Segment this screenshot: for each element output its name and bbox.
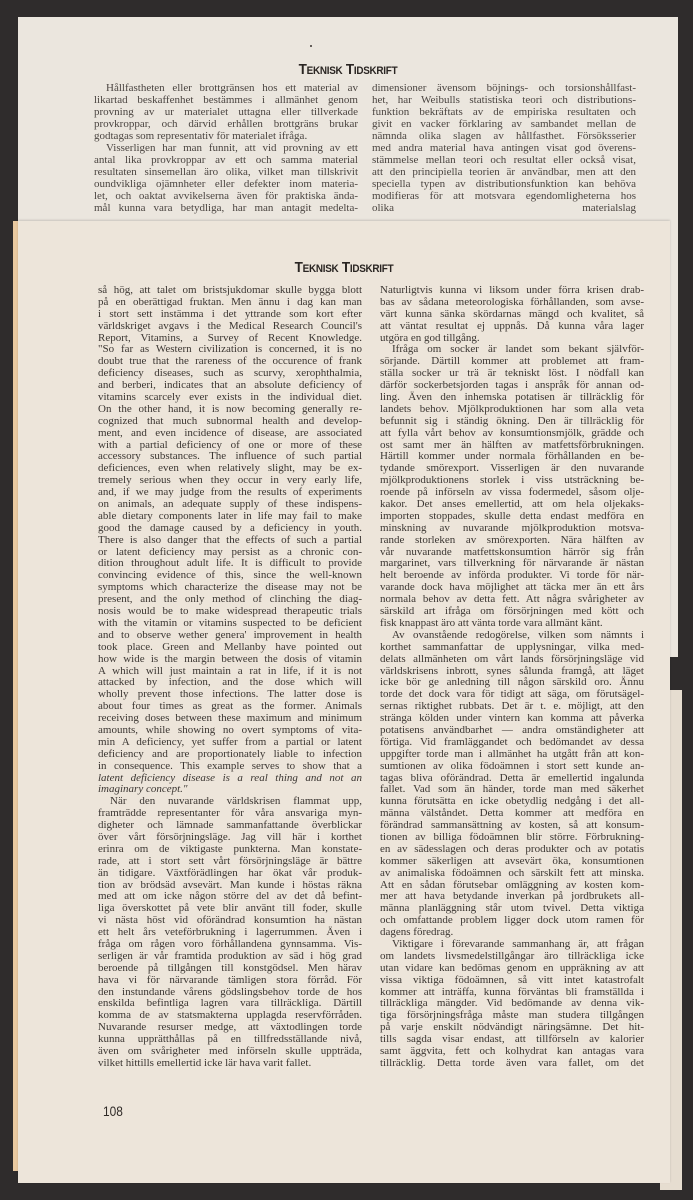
text-line: uppgifter torde man i allmänhet ha utgått från att kon- — [380, 747, 644, 760]
text-line: antal lika provkroppar av ett och samma material — [94, 154, 358, 166]
text-line: There is also danger that the effects of such a partial — [98, 533, 362, 546]
text-line: able dietary components later in life may fail to make — [98, 509, 362, 522]
text-line: min A deficiency, yet suffer from a partial or latent — [98, 735, 362, 748]
paragraph — [380, 939, 644, 1070]
text-line: med att om icke någon större del av det då befint- — [98, 890, 362, 903]
text-line: roende på införseln av vissa fodermedel, såsom olje- — [380, 486, 644, 499]
text-line: utan vidare kan bedömas genom en uppräkning av att — [380, 961, 644, 974]
text-line: Viktigare i förevarande sammanhang är, att frågan — [392, 937, 644, 950]
text-line: olika materialslag — [372, 202, 636, 214]
text-line: likartad beskaffenhet bestämmes i allmänhet genom — [94, 94, 358, 106]
paragraph — [94, 142, 358, 214]
text-line: margarinet, vars tillverkning för närvarande är nästan — [380, 557, 644, 570]
text-line: and to observe wether genera' improvement in health — [98, 628, 362, 641]
text-line: how wide is the margin between the dosis of vitamin — [98, 652, 362, 665]
text-line: attacked by infection, and the dose which will — [98, 676, 362, 689]
paragraph — [380, 344, 644, 629]
text-line: het, har Weibulls statistiska teori och distributions- — [372, 94, 636, 106]
text-line: ost samt mer än hälften av matfettsförbrukningen. — [380, 438, 644, 451]
text-line: receiving doses between these maximum and minimum — [98, 712, 362, 725]
text-line: Naturligtvis kunna vi liksom under förra krisen drab- — [380, 284, 644, 296]
text-line: or latent deficiency may persist as a chronic con- — [98, 545, 362, 558]
text-line: imaginary concept." — [98, 783, 188, 796]
text-line: att väntat resultat ej uppnås. Då kunna våra lager — [380, 319, 644, 332]
text-line: även om svårigheter med införseln skulle uppträda, — [98, 1045, 362, 1057]
paragraph — [380, 285, 644, 344]
text-line: tillräcklig. Detta torde även vara fallet, om det — [380, 1056, 644, 1069]
text-line: provkroppar, och därvid erhållen brottgräns brukar — [94, 118, 358, 130]
text-line: icke bör ge anledning till någon särskild oro. Ännu — [380, 676, 644, 689]
text-line: beroende på tillgången till konstgödsel. Men härav — [98, 961, 362, 974]
text-line: Nuvarande resurser medge, att växtodlingen torde — [98, 1021, 362, 1034]
text-line: convincing evidence of this, since the well-known — [98, 569, 362, 582]
text-line: ling. Även den inhemska potatisen är tillräcklig för — [380, 391, 644, 404]
text-line: importen stoppades, skulle detta endast medföra en — [380, 509, 644, 522]
text-line: rande storleken av smörexporten. Nära hälften av — [380, 533, 644, 546]
text-line: med andra material hava antingen visat god överens- — [372, 142, 636, 154]
text-line: vilket hittills emellertid icke lär hava varit fallet. — [98, 1056, 312, 1069]
paragraph — [98, 796, 362, 1069]
text-line: and berberi, indicates that an absolute deficiency of — [98, 379, 362, 392]
text-line: därför sockerbetsjorden tagas i anspråk för annan od- — [380, 379, 644, 392]
journal-masthead: Teknisk Tidskrift — [298, 61, 398, 78]
text-line: symptoms which characterize the disease may not be — [98, 581, 362, 594]
text-line: att den principiella teorien är användbar, men att den — [372, 166, 636, 178]
text-line: kakor. Det anses emellertid, att om hela oljekaks- — [380, 498, 644, 511]
paragraph — [98, 285, 362, 796]
text-line: took place. Green and Mellanby have pointed out — [98, 640, 362, 653]
text-line: A which will just maintain a rat in life, if it is not — [98, 664, 362, 677]
text-line: komma de av statsmakterna upplagda reservförråden. — [98, 1009, 362, 1022]
text-line: av animaliska födoämnen och särskilt fett att minska. — [380, 866, 644, 879]
text-line: världskriget avgavs i the Medical Research Council's — [98, 319, 362, 332]
text-column-right — [380, 285, 644, 1070]
text-line: än tidigare. Växtförädlingen har ökat vår produk- — [98, 866, 362, 879]
text-line: världskrisens inbrott, synes sålunda framgå, att läget — [380, 664, 644, 677]
text-line: förtiga. Vid framläggandet och bedömandet av dessa — [380, 735, 644, 748]
text-line: stämmelse mellan teori och resultat eller också visat, — [372, 154, 636, 166]
text-line: och omfattande problem ligger dock utom ramen för — [380, 914, 644, 927]
text-line: dition throughout adult life. It is difficult to provide — [98, 557, 362, 570]
text-line: let, och oaktat avvikelserna även för praktiska ända- — [94, 190, 358, 202]
text-line: värt kunna sänka skördarnas mängd och kvalitet, så — [380, 307, 644, 320]
text-line: mjölkproduktionens storlek i viss utsträckning be- — [380, 474, 644, 487]
text-line: oundvikliga ojämnheter eller defekter inom materia- — [94, 178, 358, 190]
text-line: tion av brödsäd avsevärt. Man kunde i höstas räkna — [98, 878, 362, 891]
text-line: dimensioner ävensom böjnings- och torsionshållfast- — [372, 82, 636, 94]
text-line: On the other hand, it is now becoming generally re- — [98, 402, 362, 415]
text-line: stränga kölden under vintern kan komma att påverka — [380, 712, 644, 725]
paragraph — [372, 82, 636, 214]
text-column-right — [372, 82, 636, 214]
front-page — [18, 221, 670, 1183]
text-line: deficiency diseases, such as scurvy, xerophthalmia, — [98, 367, 362, 380]
text-line: on animals, an adequate supply of these indispens- — [98, 498, 362, 511]
text-line: tillräckliga mängder. Vid bedömande av denna vik- — [380, 997, 644, 1010]
text-line: kunna upprätthållas på en tillfredsställande nivå, — [98, 1033, 362, 1046]
text-line: sörjande. Därtill kommer att problemet att fram- — [380, 355, 644, 368]
paragraph — [94, 82, 358, 142]
text-line: godtagas som representativ för materialet ifråga. — [94, 130, 308, 142]
text-line: "So far as Western civilization is concerned, it is no — [98, 343, 362, 356]
text-line: så hög, att talet om bristsjukdomar skulle bygga blott — [98, 284, 362, 296]
text-line: mål kunna vara betydliga, har man antagit medelta- — [94, 202, 358, 214]
text-line: vitamins scarcely ever exists in the individual diet. — [98, 391, 362, 404]
text-line: liga överskottet på vete blir använt till foder, skulle — [98, 902, 362, 915]
text-line: torde det dock vara för tidigt att säga, om förutsägel- — [380, 688, 644, 701]
text-line: Visserligen har man funnit, att vid provning av ett — [106, 142, 358, 154]
text-line: mer att hava betydande inverkan på jordbrukets all- — [380, 890, 644, 903]
text-line: enskilda befintliga lagren vara tillräckliga. Därtill — [98, 997, 362, 1010]
text-line: ment, and even incidence of disease, are associated — [98, 426, 362, 439]
text-line: and, if we may judge from the results of experiments — [98, 486, 362, 499]
text-line: en av sädesslagen och deras produkter och av potatis — [380, 842, 644, 855]
text-line: funktion bekräftats av de empiriska resultaten och — [372, 106, 636, 118]
text-line: Härtill kommer under normala förhållanden en be- — [380, 450, 644, 463]
text-line: samt äggvita, fett och kolhydrat kan antagas vara — [380, 1045, 644, 1057]
text-line: with the vitamin or vitamins suspected to be deficient — [98, 616, 362, 629]
text-line: framträdde representanter för våra ansvariga myn- — [98, 807, 362, 820]
text-line: kunna förutsätta en icke obetydlig nedgång i det all- — [380, 795, 644, 808]
text-line: Hållfastheten eller brottgränsen hos ett material av — [106, 82, 358, 94]
text-line: tills sagda visar endast, att tillförseln av kalorier — [380, 1033, 644, 1046]
text-line: vissa viktiga födoämnen, så vitt intet katastrofalt — [380, 973, 644, 986]
text-line: hava vi för närvarande tämligen stora förråd. För — [98, 973, 362, 986]
speck — [310, 45, 312, 47]
text-line: korthet sammanfattar de upplysningar, vilka med- — [380, 640, 644, 653]
text-line: serligen är vår framtida produktion av säd i hög grad — [98, 949, 362, 962]
text-line: vi nästa höst vid oförändrad konsumtion ha nästan — [98, 914, 362, 927]
text-line: present, and the only method of clinching the diag- — [98, 593, 362, 606]
text-line: amounts, while showing no overt symptoms of vita- — [98, 723, 362, 736]
text-line: den instundande vårens gödslingsbehov torde de hos — [98, 985, 362, 998]
text-line: Report, Vitamins, a Survey of Recent Knowledge. — [98, 331, 362, 344]
text-line: cognized that much subnormal health and develop- — [98, 414, 362, 427]
text-line: varande dock hava möjlighet att täcka mer än ett års — [380, 581, 644, 594]
text-line: helt beroende av införda produkter. Vi torde för när- — [380, 569, 644, 582]
text-line: with a partial deficiency of one or more of these — [98, 438, 362, 451]
text-line: deficiency and are proportionately liable to infection — [98, 747, 362, 760]
text-line: tremely serious when they occur in very early life, — [98, 474, 362, 487]
text-line: rade, att i stort sett vårt försörjningsläge är bättre — [98, 854, 362, 867]
text-line: tionen av billiga födoämnen blir större. Förbrukning- — [380, 830, 644, 843]
text-line: erinra om de viktigaste punkterna. Man konstate- — [98, 842, 362, 855]
text-line: in consequence. This example serves to show that a — [98, 759, 362, 772]
text-line: resultaten sinsemellan äro olika, vilket man tillskrivit — [94, 166, 358, 178]
text-line: tiga försörjningsfråga måste man studera tillgången — [380, 1009, 644, 1022]
text-line: accessory substances. The influence of such partial — [98, 450, 362, 463]
text-line: vår nuvarande matfettskonsumtion härrör sig från — [380, 545, 644, 558]
text-line: nämnda olika slagen av hållfasthet. Försöksserier — [372, 130, 636, 142]
text-line: minskning av nuvarande mjölkproduktion motsva- — [380, 521, 644, 534]
text-line: modifieras för att motsvara egendomligheterna hos — [372, 190, 636, 202]
paragraph — [380, 630, 644, 939]
text-line: speciella typen av distributionsfunktion kan behöva — [372, 178, 636, 190]
text-line: sernas riktighet rubbats. Det är t. e. möjligt, att den — [380, 700, 644, 713]
text-line: över vårt försörjningsläge. Jag vill här i korthet — [98, 830, 362, 843]
text-line: deficiences, even when relatively slight, may be ex- — [98, 462, 362, 475]
text-line: i stort sett instämma i det yttrande som kort efter — [98, 307, 362, 320]
text-line: att fylla vårt behov av konsumtionsmjölk, grädde och — [380, 426, 644, 439]
text-line: delats allmänheten om vårt lands försörjningsläge vid — [380, 652, 644, 665]
text-line: wholly prevent those infections. The latter dose is — [98, 688, 362, 701]
text-line: about four times as great as the former. Animals — [98, 700, 362, 713]
text-line: ställa socker ur trä är tekniskt löst. I nödfall kan — [380, 367, 644, 380]
text-line: fallet. Vad som än händer, torde man med säkerhet — [380, 783, 644, 796]
text-line: befunnit sig i ständig ökning. Den är tillräcklig för — [380, 414, 644, 427]
text-line: digheter och lämnade sammanfattande överblickar — [98, 819, 362, 832]
text-line: dagens föredrag. — [380, 926, 454, 939]
text-line: på en oberättigad fruktan. Men ännu i dag kan man — [98, 295, 362, 308]
text-line: utgöra en god tillgång. — [380, 331, 480, 344]
text-line: good the damage caused by a deficiency in youth. — [98, 521, 362, 534]
text-line: landets behov. Mjölkproduktionen har som alla veta — [380, 402, 644, 415]
text-line: tagas bliva oförändrad. Detta är emellertid ingalunda — [380, 771, 644, 784]
text-line: latent deficiency disease is a real thing and not an — [98, 771, 362, 784]
text-line: provning av ur materialet uttagna eller tillverkade — [94, 106, 358, 118]
text-line: tydande smörexport. Visserligen är den nuvarande — [380, 462, 644, 475]
journal-masthead: Teknisk Tidskrift — [294, 259, 394, 276]
text-line: Att en sådan förutsebar omläggning av kosten kom- — [380, 878, 644, 891]
text-line: Av ovanstående redogörelse, vilken som nämnts i — [392, 628, 644, 641]
text-line: bas av sådana meteorologiska förhållanden, som avse- — [380, 295, 644, 308]
text-line: potatisens användbarhet — andra omständigheter att — [380, 723, 644, 736]
text-line: doubt true that the rareness of the occurence of frank — [98, 355, 362, 368]
text-line: givit en vacker förklaring av sambandet mellan de — [372, 118, 636, 130]
text-line: förändrad sammansättning av kosten, så att konsum- — [380, 819, 644, 832]
text-line: nosis would be to make widespread therapeutic trials — [98, 605, 362, 618]
text-line: männa välståndet. Detta kommer att medföra en — [380, 807, 644, 820]
text-line: fisk knappast äro att vänta torde vara allmänt känt. — [380, 616, 603, 629]
text-line: särskild art ifråga om försörjningen med kött och — [380, 605, 644, 618]
text-column-left — [94, 82, 358, 214]
text-line: kommer säkerligen att avsevärt öka, konsumtionen — [380, 854, 644, 867]
text-line: Ifråga om socker är landet som bekant självför- — [392, 343, 644, 356]
text-line: på varje enskilt nödvändigt näringsämne. Det hit- — [380, 1021, 644, 1034]
text-line: om landets livsmedelstillgångar äro tillräckliga icke — [380, 949, 644, 962]
text-line: normala behov av detta fett. Att några svårigheter av — [380, 593, 644, 606]
text-line: fråga om rågen voro förhållandena gynnsamma. Vis- — [98, 937, 362, 950]
page-number: 108 — [103, 1103, 123, 1119]
text-line: sumtionen av olika födoämnen i stort sett kunde an- — [380, 759, 644, 772]
text-column-left — [98, 285, 362, 1070]
text-line: När den nuvarande världskrisen flammat upp, — [110, 795, 362, 808]
text-line: kommer att inträffa, kunna förväntas bli framställda i — [380, 985, 644, 998]
text-line: männa planläggning står utom tvivel. Detta viktiga — [380, 902, 644, 915]
text-line: ett helt års veteförbrukning i lagerrummen. Även i — [98, 926, 362, 939]
